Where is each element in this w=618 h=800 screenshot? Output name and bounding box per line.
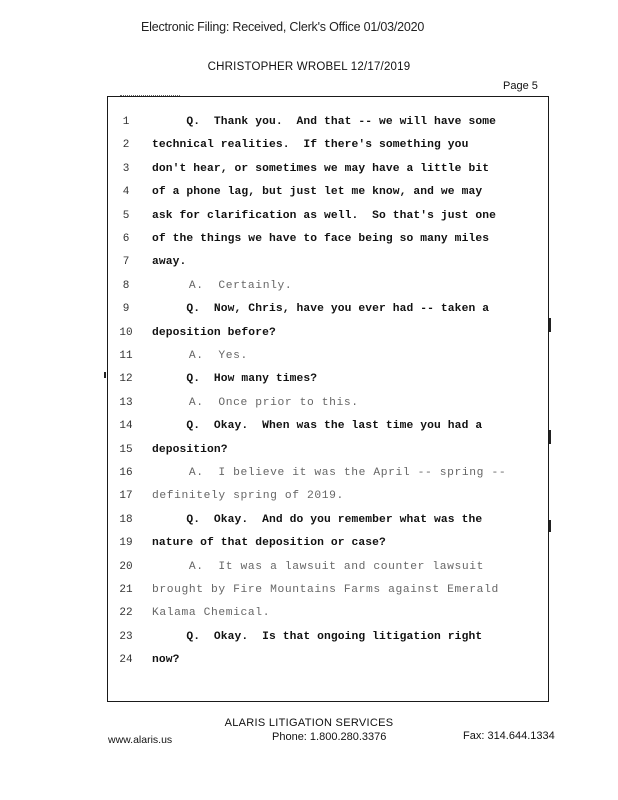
- footer-company: ALARIS LITIGATION SERVICES: [224, 717, 394, 729]
- line-number: 10: [119, 326, 133, 339]
- line-number: 13: [119, 396, 133, 409]
- line-text: definitely spring of 2019.: [152, 490, 344, 503]
- line-number: 23: [119, 630, 133, 643]
- line-number: 14: [119, 420, 133, 433]
- line-number: 21: [119, 584, 133, 596]
- line-text: of a phone lag, but just let me know, and we may: [152, 186, 483, 199]
- filing-stamp: Electronic Filing: Received, Clerk's Office 01/03/2020: [141, 20, 425, 34]
- line-text: of the things we have to face being so many miles: [152, 233, 490, 245]
- line-text: A. Certainly.: [152, 279, 293, 292]
- line-text: Kalama Chemical.: [152, 607, 271, 620]
- line-text: deposition?: [152, 443, 228, 456]
- line-number: 7: [122, 256, 130, 269]
- line-number: 6: [122, 233, 130, 245]
- line-text: A. It was a lawsuit and counter lawsuit: [152, 560, 485, 573]
- line-text: Q. Okay. Is that ongoing litigation right: [152, 630, 483, 643]
- line-number: 24: [119, 654, 133, 667]
- line-number: 19: [119, 537, 133, 550]
- line-number: 8: [122, 279, 130, 292]
- line-text: Q. How many times?: [152, 373, 318, 386]
- line-number: 1: [122, 116, 130, 128]
- line-text: A. I believe it was the April -- spring --: [152, 467, 507, 479]
- line-text: A. Yes.: [152, 350, 248, 362]
- line-number: 2: [122, 139, 130, 152]
- line-text: technical realities. If there's something you: [152, 139, 469, 152]
- line-text: nature of that deposition or case?: [152, 537, 386, 550]
- line-number: 12: [119, 373, 133, 386]
- footer-website: www.alaris.us: [108, 734, 173, 746]
- line-number: 18: [119, 513, 133, 526]
- line-text: Q. Thank you. And that -- we will have some: [152, 116, 496, 128]
- scan-artifact-right: [549, 318, 551, 332]
- line-number: 16: [119, 467, 133, 479]
- footer-fax: Fax: 314.644.1334: [463, 730, 555, 742]
- line-text: Q. Okay. When was the last time you had a: [152, 420, 483, 433]
- footer-phone: Phone: 1.800.280.3376: [272, 731, 387, 743]
- line-number: 15: [119, 443, 133, 456]
- deposition-title: CHRISTOPHER WROBEL 12/17/2019: [207, 61, 411, 73]
- line-number: 4: [122, 186, 130, 199]
- line-number: 5: [122, 209, 130, 222]
- line-text: Q. Okay. And do you remember what was the: [152, 513, 483, 526]
- transcript-box: [107, 96, 549, 702]
- line-text: away.: [152, 256, 187, 269]
- line-number: 3: [122, 162, 130, 175]
- scan-artifact-right-2: [549, 430, 551, 444]
- line-text: brought by Fire Mountains Farms against Emerald: [152, 584, 499, 596]
- line-number: 20: [119, 560, 133, 573]
- line-text: don't hear, or sometimes we may have a little bit: [152, 162, 490, 175]
- line-text: deposition before?: [152, 326, 276, 339]
- line-text: Q. Now, Chris, have you ever had -- taken a: [152, 303, 490, 316]
- line-number: 22: [119, 607, 133, 620]
- line-text: now?: [152, 654, 180, 667]
- scan-artifact-left: [104, 372, 106, 378]
- page-number: Page 5: [503, 80, 538, 92]
- line-number: 11: [119, 350, 133, 362]
- line-number: 17: [119, 490, 133, 503]
- line-text: A. Once prior to this.: [152, 396, 359, 409]
- line-number: 9: [122, 303, 130, 316]
- scan-artifact-right-3: [549, 520, 551, 532]
- line-text: ask for clarification as well. So that's just one: [152, 209, 496, 222]
